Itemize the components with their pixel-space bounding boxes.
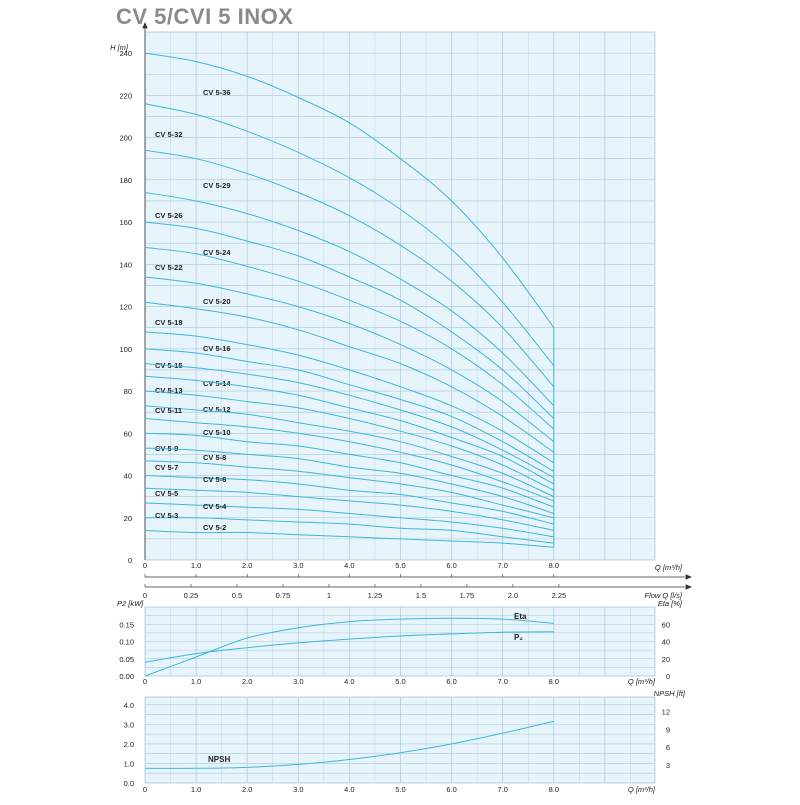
head-x2-tick-label: 1 [326,591,332,600]
npsh-x-tick-label: 6.0 [446,785,457,794]
npsh-x-tick-label: 3.0 [293,785,304,794]
npsh-x-tick-label: 2.0 [241,785,253,794]
npsh-x-tick-label: 5.0 [395,785,406,794]
curve-label: CV 5-22 [155,263,183,272]
head-y-tick-label: 80 [123,387,132,397]
chart-title: CV 5/CVI 5 INOX [116,4,294,29]
head-x2-axis-arrow [686,584,692,590]
power-x-tick-label: 1.0 [190,677,202,686]
head-x-tick-label: 2.0 [241,561,253,570]
eta-y-tick-label: 60 [661,620,670,630]
power-y-tick-label: 0.00 [119,672,134,681]
curve-label: CV 5-5 [155,489,179,498]
head-x2-tick-label: 2.0 [507,591,519,600]
curve-label: CV 5-36 [203,88,231,97]
npsh-x-tick-label: 8.0 [548,785,560,794]
head-x-tick-label: 8.0 [548,561,560,570]
npsh-ft-axis-label: NPSH [ft] [653,689,685,698]
eta-y-tick-label: 0 [665,672,670,681]
npsh-y-tick-label: 2.0 [123,739,134,749]
head-x-axis-arrow [686,574,692,580]
power-x-tick-label: 7.0 [497,677,508,686]
npsh-y-tick-label: 1.0 [123,759,134,769]
head-y-tick-label: 180 [119,175,132,185]
head-x2-tick-label: 2.25 [551,591,567,600]
npsh-ft-tick-label: 9 [665,725,670,735]
npsh-x-axis-label: Q [m³/h] [627,785,655,794]
power-y-tick-label: 0.15 [119,620,134,630]
npsh-y-tick-label: 0.0 [123,779,134,788]
power-y-axis-label: P2 [kW] [117,599,144,608]
curve-label: CV 5-15 [155,361,183,370]
npsh-x-tick-label: 1.0 [190,785,202,794]
head-x2-axis-label: Flow Q [l/s] [644,591,682,600]
head-y-tick-label: 20 [123,513,132,523]
npsh-y-tick-label: 3.0 [123,720,134,730]
curve-label: CV 5-12 [203,405,231,414]
npsh-x-tick-label: 4.0 [344,785,355,794]
npsh-x-tick-label: 7.0 [497,785,508,794]
head-x2-tick-label: 0.75 [275,591,291,600]
head-x2-tick-label: 0.25 [183,591,199,600]
curve-label: CV 5-10 [203,428,231,437]
head-x-tick-label: 3.0 [293,561,304,570]
head-x-axis-label: Q [m³/h] [654,563,682,572]
power-y-tick-label: 0.05 [119,654,134,664]
head-y-tick-label: 220 [119,91,132,101]
eta-y-axis-label: Eta [%] [657,599,682,608]
head-y-tick-label: 0 [127,556,132,565]
power-x-tick-label: 0 [142,677,148,686]
head-y-tick-label: 100 [119,344,132,354]
curve-label: CV 5-14 [203,379,231,388]
curve-label: CV 5-4 [203,502,227,511]
head-y-tick-label: 60 [123,429,132,439]
curve-label: CV 5-3 [155,511,179,520]
head-y-tick-label: 200 [119,133,132,143]
head-x2-tick-label: 0 [142,591,148,600]
power-x-tick-label: 8.0 [548,677,560,686]
curve-label: CV 5-24 [203,248,231,257]
curve-label: CV 5-11 [155,406,183,415]
power-x-tick-label: 5.0 [395,677,406,686]
curve-label: CV 5-8 [203,453,227,462]
npsh-ft-tick-label: 3 [665,761,670,771]
head-x-tick-label: 7.0 [497,561,508,570]
curve-label: CV 5-13 [155,386,183,395]
head-y-tick-label: 40 [123,471,132,481]
head-y-tick-label: 160 [119,218,132,228]
head-x-tick-label: 0 [142,561,148,570]
power-x-axis-label: Q [m³/h] [627,677,655,686]
power-y-tick-label: 0.10 [119,637,134,647]
npsh-ft-tick-label: 12 [661,707,670,717]
power-x-tick-label: 4.0 [344,677,355,686]
curve-label: CV 5-29 [203,181,231,190]
curve-label: CV 5-20 [203,297,231,306]
npsh-curve-label: NPSH [208,755,231,764]
head-y-tick-label: 120 [119,302,132,312]
head-y-tick-label: 240 [119,49,132,59]
head-x2-tick-label: 0.5 [231,591,243,600]
power-x-tick-label: 6.0 [446,677,457,686]
curve-label: CV 5-6 [203,475,227,484]
curve-label: CV 5-32 [155,130,183,139]
curve-label: CV 5-9 [155,444,179,453]
eta-y-tick-label: 40 [661,637,670,647]
npsh-ft-tick-label: 6 [665,743,670,753]
head-x-tick-label: 6.0 [446,561,457,570]
power-x-tick-label: 2.0 [241,677,253,686]
head-x2-tick-label: 1.75 [459,591,475,600]
curve-label: CV 5-26 [155,211,183,220]
eta-y-tick-label: 20 [661,654,670,664]
head-x2-tick-label: 1.5 [415,591,427,600]
head-x-tick-label: 4.0 [344,561,355,570]
power-x-tick-label: 3.0 [293,677,304,686]
curve-label: CV 5-2 [203,523,227,532]
eta-curve-label: Eta [514,612,527,621]
head-y-axis-label: H [m] [110,43,128,52]
npsh-x-tick-label: 0 [142,785,148,794]
curve-label: CV 5-7 [155,463,179,472]
p2-curve-label: P₂ [514,633,523,642]
head-x-tick-label: 5.0 [395,561,406,570]
head-y-tick-label: 140 [119,260,132,270]
head-x2-tick-label: 1.25 [367,591,383,600]
curve-label: CV 5-16 [203,344,231,353]
npsh-y-tick-label: 4.0 [123,700,134,710]
head-x-tick-label: 1.0 [190,561,202,570]
curve-label: CV 5-18 [155,318,183,327]
